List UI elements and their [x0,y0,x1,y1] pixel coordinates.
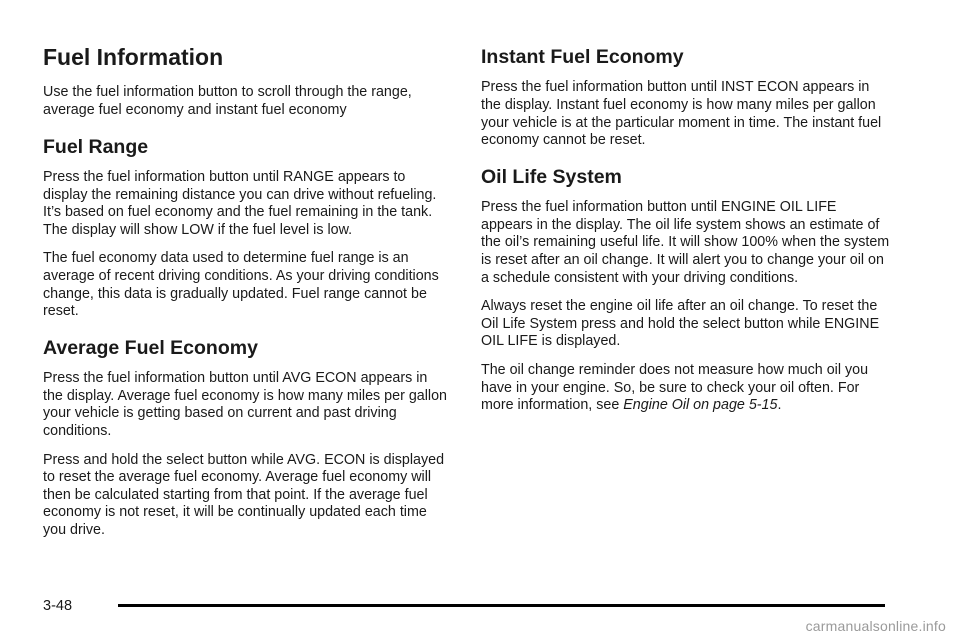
oil-life-paragraph-1: Press the fuel information button until ENGINE OIL LIFE appears in the display. The oil life system shows an estimate of the oil’s remaining useful life. It will show 100% when the system is reset after an oil change. It will alert you to change your oil on a schedule consistent with your driving conditions. [481,199,890,286]
instant-fuel-economy-heading: Instant Fuel Economy [481,46,684,68]
fuel-range-paragraph-1: Press the fuel information button until RANGE appears to display the remaining distance you can drive without refueling. It’s based on fuel economy and the fuel remaining in the tank. The display will show LOW if the fuel level is low. [43,169,437,238]
oil-life-paragraph-3-text: The oil change reminder does not measure how much oil you have in your engine. So, be sure to check your oil often. For more information, see [481,361,869,414]
average-fuel-economy-heading: Average Fuel Economy [43,336,258,359]
fuel-range-heading: Fuel Range [43,135,149,158]
fuel-range-paragraph-2: The fuel economy data used to determine fuel range is an average of recent driving conditions. As your driving conditions change, this data is gradually updated. Fuel range cannot be reset. [43,250,439,320]
average-fuel-economy-paragraph-1: Press the fuel information button until AVG ECON appears in the display. Average fuel economy is how many miles per gallon your vehicle is getting based on current and past driving conditions. [43,370,447,439]
right-column [481,44,891,426]
average-fuel-economy-paragraph-2: Press and hold the select button while AVG. ECON is displayed to reset the average fuel economy. Average fuel economy will then be calculated starting from that point. If the average fuel economy is not reset, it will be continually updated each time you drive. [43,451,445,538]
page-number: 3-48 [43,598,73,614]
watermark: carmanualsonline.info [805,618,946,634]
instant-fuel-economy-paragraph: Press the fuel information button until INST ECON appears in the display. Instant fuel economy is how many miles per gallon your vehicle is at the particular moment in time. The instant fuel economy cannot be reset. [481,79,882,149]
oil-life-system-heading: Oil Life System [481,165,622,188]
page-title: Fuel Information [43,44,224,70]
oil-life-paragraph-3-end: . [777,397,782,414]
footer-rule [118,604,885,607]
engine-oil-reference-link[interactable]: Engine Oil on page 5-15 [623,397,778,414]
intro-paragraph: Use the fuel information button to scroll through the range, average fuel economy and instant fuel economy [43,84,412,119]
oil-life-paragraph-2: Always reset the engine oil life after an oil change. To reset the Oil Life System press and hold the select button while ENGINE OIL LIFE is displayed. [481,298,880,350]
oil-life-paragraph-3 [481,362,891,415]
left-column [43,44,451,551]
